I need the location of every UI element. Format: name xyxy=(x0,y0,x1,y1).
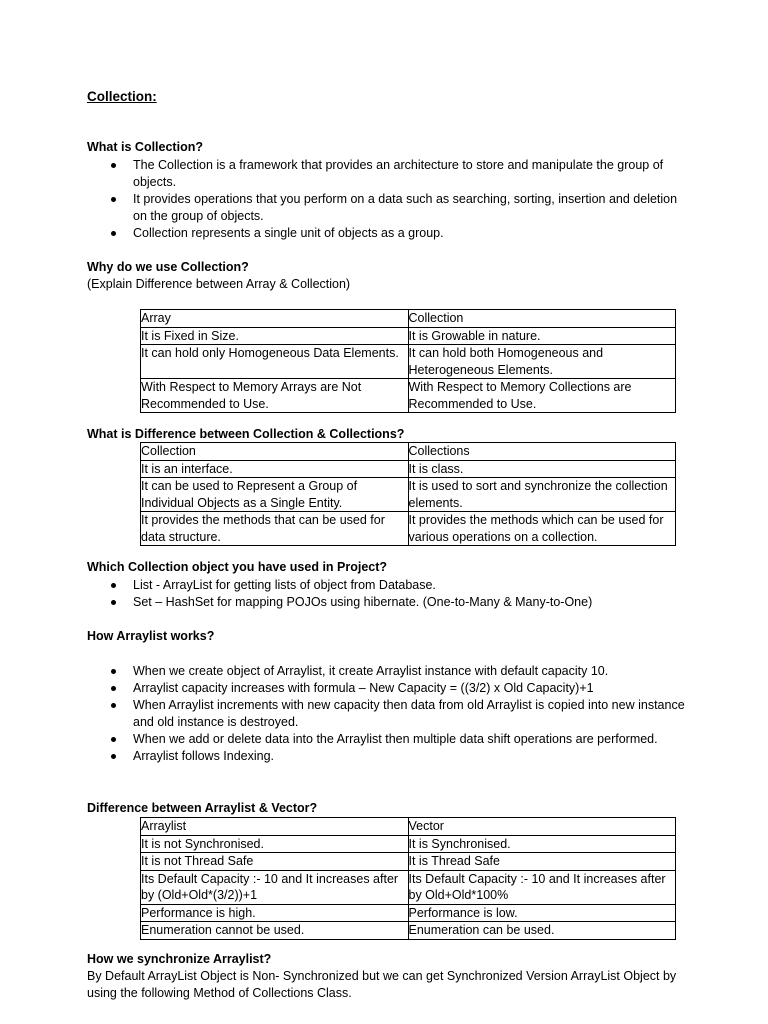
table-cell: It is not Thread Safe xyxy=(141,853,409,871)
table-cell: It can hold both Homogeneous and Heterogeneous Elements. xyxy=(408,345,676,379)
table-row xyxy=(141,512,676,546)
what-is-collection-list xyxy=(87,157,687,242)
table-cell: With Respect to Memory Arrays are Not Recommended to Use. xyxy=(141,379,409,413)
table-cell: Array xyxy=(141,310,409,328)
section-heading-arraylist-vs-vector: Difference between Arraylist & Vector? xyxy=(87,801,318,815)
table-cell: Performance is low. xyxy=(408,904,676,922)
list-item: The Collection is a framework that provides an architecture to store and manipulate the group of objects. xyxy=(87,157,687,191)
table-cell: With Respect to Memory Collections are Recommended to Use. xyxy=(408,379,676,413)
section-heading-how-arraylist-works: How Arraylist works? xyxy=(87,629,215,643)
table-cell: It can hold only Homogeneous Data Elements. xyxy=(141,345,409,379)
table-cell: Collection xyxy=(408,310,676,328)
table-cell: It is used to sort and synchronize the collection elements. xyxy=(408,478,676,512)
table-cell: It provides the methods which can be used for various operations on a collection. xyxy=(408,512,676,546)
table-cell: It is Thread Safe xyxy=(408,853,676,871)
table-row xyxy=(141,870,676,904)
list-item: Collection represents a single unit of objects as a group. xyxy=(87,225,687,242)
table-cell: Enumeration cannot be used. xyxy=(141,922,409,940)
page-title: Collection: xyxy=(87,89,157,104)
section-heading-what-is-collection: What is Collection? xyxy=(87,140,203,154)
section-heading-collection-in-project: Which Collection object you have used in Project? xyxy=(87,560,388,574)
list-item: When we add or delete data into the Arraylist then multiple data shift operations are performed. xyxy=(87,731,687,748)
table-row xyxy=(141,922,676,940)
table-row xyxy=(141,478,676,512)
table-cell: It is not Synchronised. xyxy=(141,835,409,853)
table-cell: It is Fixed in Size. xyxy=(141,327,409,345)
list-item: Arraylist follows Indexing. xyxy=(87,748,687,765)
table-cell: Vector xyxy=(408,818,676,836)
table-cell: Performance is high. xyxy=(141,904,409,922)
table-cell: It is class. xyxy=(408,460,676,478)
synchronize-arraylist-text: By Default ArrayList Object is Non- Synchronized but we can get Synchronized Version ArrayList Object by using the following Method of Collections Class. xyxy=(87,969,677,1000)
list-item: Arraylist capacity increases with formula – New Capacity = ((3/2) x Old Capacity)+1 xyxy=(87,680,687,697)
table-cell: Its Default Capacity :- 10 and It increases after by (Old+Old*(3/2))+1 xyxy=(141,870,409,904)
table-row xyxy=(141,327,676,345)
table-cell: Collection xyxy=(141,443,409,461)
table-cell: It is Growable in nature. xyxy=(408,327,676,345)
table-row xyxy=(141,818,676,836)
table-cell: It is an interface. xyxy=(141,460,409,478)
table-cell: It can be used to Represent a Group of Individual Objects as a Single Entity. xyxy=(141,478,409,512)
table-cell: Its Default Capacity :- 10 and It increases after by Old+Old*100% xyxy=(408,870,676,904)
table-cell: Arraylist xyxy=(141,818,409,836)
table-cell: Collections xyxy=(408,443,676,461)
table-row xyxy=(141,345,676,379)
list-item: Set – HashSet for mapping POJOs using hibernate. (One-to-Many & Many-to-One) xyxy=(87,594,687,611)
table-row xyxy=(141,853,676,871)
list-item: List - ArrayList for getting lists of object from Database. xyxy=(87,577,687,594)
list-item: When Arraylist increments with new capacity then data from old Arraylist is copied into new instance and old instance is destroyed. xyxy=(87,697,687,731)
section-heading-synchronize-arraylist: How we synchronize Arraylist? xyxy=(87,952,272,966)
table-row xyxy=(141,310,676,328)
table-row xyxy=(141,835,676,853)
how-arraylist-works-list xyxy=(87,663,687,765)
table-row xyxy=(141,460,676,478)
arraylist-vs-vector-table xyxy=(140,817,676,940)
section-subheading: (Explain Difference between Array & Collection) xyxy=(87,277,351,291)
collection-vs-collections-table xyxy=(140,442,676,546)
list-item: When we create object of Arraylist, it create Arraylist instance with default capacity 10. xyxy=(87,663,687,680)
section-heading-collection-vs-collections: What is Difference between Collection & Collections? xyxy=(87,427,405,441)
table-cell: It is Synchronised. xyxy=(408,835,676,853)
table-cell: It provides the methods that can be used for data structure. xyxy=(141,512,409,546)
list-item: It provides operations that you perform on a data such as searching, sorting, insertion and deletion on the group of objects. xyxy=(87,191,687,225)
table-row xyxy=(141,443,676,461)
array-vs-collection-table xyxy=(140,309,676,413)
section-heading-why-use-collection: Why do we use Collection? xyxy=(87,260,249,274)
collection-in-project-list xyxy=(87,577,687,611)
table-cell: Enumeration can be used. xyxy=(408,922,676,940)
table-row xyxy=(141,904,676,922)
table-row xyxy=(141,379,676,413)
